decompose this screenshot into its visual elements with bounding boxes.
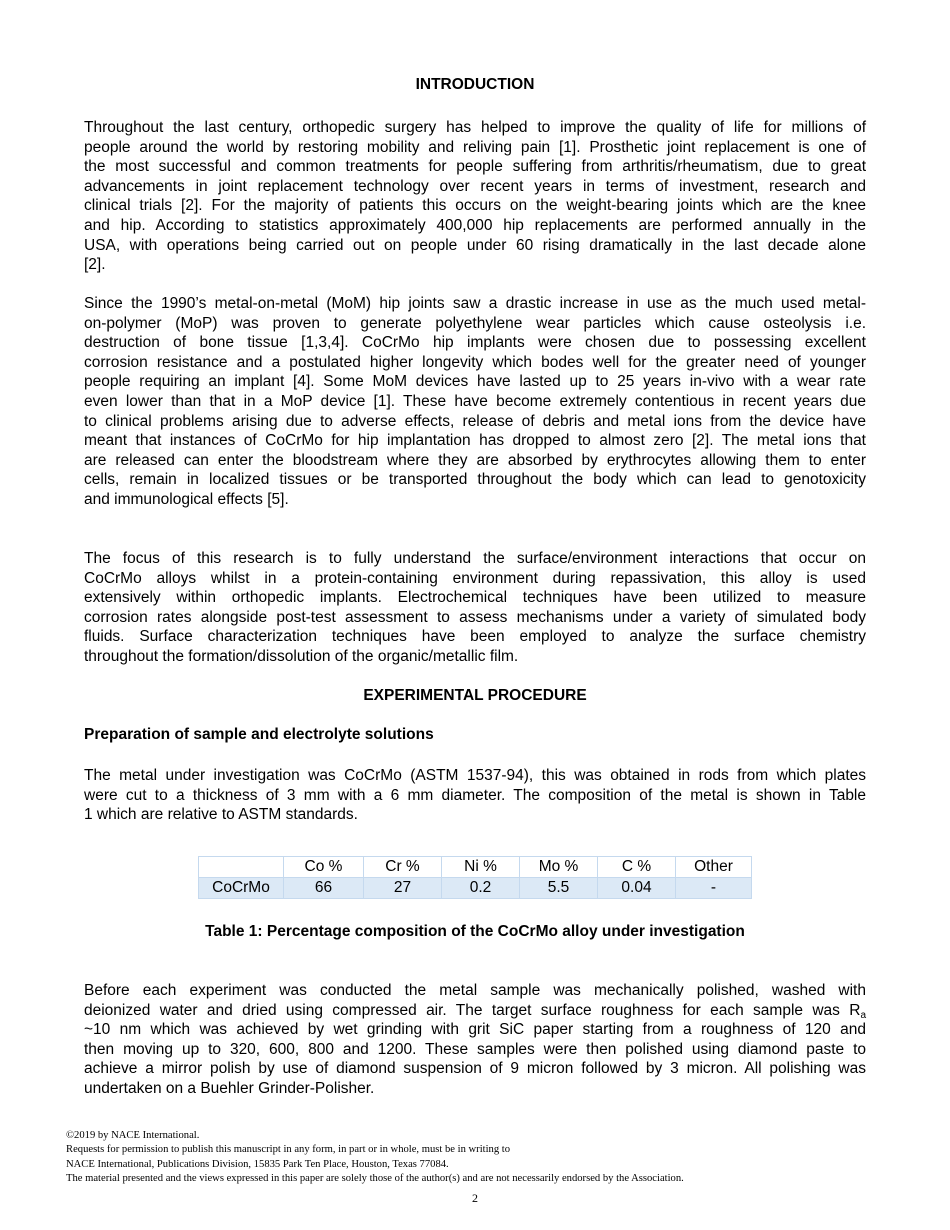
line-text: people requiring an implant [4]. Some MoM devices have lasted up to 25 years in-vivo with a wear rate [84, 373, 866, 391]
line-text: were cut to a thickness of 3 mm with a 6 mm diameter. The composition of the metal is shown in Table [84, 786, 866, 804]
page-number: 2 [472, 1191, 478, 1205]
text-line [84, 1020, 866, 1040]
text-line [84, 647, 866, 667]
line-text: the most successful and common treatments for people suffering from arthritis/rheumatism, due to great [84, 158, 866, 176]
text-line [84, 1001, 866, 1021]
text-line [84, 627, 866, 647]
line-text: advancements in joint replacement technology over recent years in terms of investment, research and [84, 177, 866, 195]
table-row [199, 878, 752, 899]
table-header-cell: Mo % [520, 857, 598, 878]
line-text: and hip. According to statistics approximately 400,000 hip replacements are performed annually in the [84, 216, 866, 234]
subsection-heading: Preparation of sample and electrolyte solutions [84, 726, 434, 743]
line-text: fluids. Surface characterization techniques have been employed to analyze the surface chemistry [84, 628, 866, 646]
line-text: throughout the formation/dissolution of the organic/metallic film. [84, 647, 519, 665]
text-line [84, 255, 866, 275]
section-heading-introduction: INTRODUCTION [415, 76, 535, 93]
line-text: CoCrMo alloys whilst in a protein-containing environment during repassivation, this alloy is used [84, 569, 866, 587]
text-line [84, 470, 866, 490]
line-text: undertaken on a Buehler Grinder-Polisher. [84, 1079, 375, 1097]
table-caption: Table 1: Percentage composition of the CoCrMo alloy under investigation [205, 923, 745, 940]
paragraph [84, 549, 866, 667]
paragraph [84, 766, 866, 825]
line-text: Throughout the last century, orthopedic surgery has helped to improve the quality of life for millions of [84, 119, 866, 136]
text-line [84, 451, 866, 471]
paragraph [84, 118, 866, 275]
text-line [84, 157, 866, 177]
text-line [84, 608, 866, 628]
text-line [84, 1059, 866, 1079]
line-text: USA, with operations being carried out on people under 60 rising dramatically in the last decade alone [84, 236, 866, 254]
line-text: clinical trials [2]. For the majority of patients this occurs on the weight-bearing joints which are the knee [84, 197, 866, 215]
table-cell: - [676, 878, 752, 899]
line-text: corrosion resistance and a postulated higher longevity which bodes well for the greater need of younger [84, 353, 866, 371]
line-text: on-polymer (MoP) was proven to generate polyethylene wear particles which cause osteolysis i.e. [84, 314, 866, 332]
table-header-cell: Cr % [364, 857, 442, 878]
line-text: ~10 nm which was achieved by wet grinding with grit SiC paper starting from a roughness of 120 and [84, 1021, 866, 1039]
text-line [84, 490, 866, 510]
text-line [84, 569, 866, 589]
line-text: then moving up to 320, 600, 800 and 1200. These samples were then polished using diamond paste to [84, 1040, 866, 1058]
text-line [84, 412, 866, 432]
table-cell: 0.2 [442, 878, 520, 899]
line-text: destruction of bone tissue [1,3,4]. CoCrMo hip implants were chosen due to possessing excellent [84, 334, 866, 352]
line-text: deionized water and dried using compressed air. The target surface roughness for each sample was R [84, 1001, 861, 1019]
text-line [84, 177, 866, 197]
text-line [84, 392, 866, 412]
composition-table [198, 856, 752, 899]
text-line [84, 805, 866, 825]
text-line [84, 196, 866, 216]
paragraph [84, 294, 866, 510]
text-line [84, 981, 866, 1001]
footer-line: Requests for permission to publish this manuscript in any form, in part or in whole, must be in writing to [66, 1144, 511, 1156]
footer-line: NACE International, Publications Division, 15835 Park Ten Place, Houston, Texas 77084. [66, 1158, 449, 1170]
text-line [84, 138, 866, 158]
table-header-row [199, 857, 752, 878]
text-line [84, 314, 866, 334]
table-cell: CoCrMo [199, 878, 284, 899]
table-cell: 27 [364, 878, 442, 899]
text-line [84, 786, 866, 806]
line-text: Before each experiment was conducted the metal sample was mechanically polished, washed with [84, 982, 866, 999]
text-line [84, 353, 866, 373]
text-line [84, 431, 866, 451]
text-line [84, 372, 866, 392]
footer-line: ©2019 by NACE International. [66, 1130, 200, 1141]
line-text: and immunological effects [5]. [84, 490, 289, 508]
table-header-cell: Ni % [442, 857, 520, 878]
line-text: meant that instances of CoCrMo for hip implantation has dropped to almost zero [2]. The metal ions that [84, 432, 866, 450]
line-text: cells, remain in localized tissues or be transported throughout the body which can lead to genotoxicity [84, 471, 866, 489]
text-line [84, 588, 866, 608]
text-line [84, 333, 866, 353]
text-line [84, 1040, 866, 1060]
text-line [84, 549, 866, 569]
paragraph [84, 981, 866, 1099]
footer-notice [66, 1129, 684, 1186]
line-text: Since the 1990’s metal-on-metal (MoM) hip joints saw a drastic increase in use as the much used metal- [84, 295, 866, 312]
line-text: people around the world by restoring mobility and reliving pain [1]. Prosthetic joint replacement is one of [84, 138, 866, 156]
text-line [84, 766, 866, 786]
text-line [84, 294, 866, 314]
table-cell: 5.5 [520, 878, 598, 899]
text-line [84, 1079, 866, 1099]
table-header-cell: Co % [284, 857, 364, 878]
line-text: 1 which are relative to ASTM standards. [84, 806, 358, 824]
table-header-cell [199, 857, 284, 878]
table-cell: 0.04 [598, 878, 676, 899]
text-line [84, 216, 866, 236]
line-text: The metal under investigation was CoCrMo (ASTM 1537-94), this was obtained in rods from which plates [84, 767, 866, 784]
table-cell: 66 [284, 878, 364, 899]
section-heading-experimental: EXPERIMENTAL PROCEDURE [363, 687, 587, 704]
table-header-cell: Other [676, 857, 752, 878]
line-text: [2]. [84, 256, 106, 274]
line-text: are released can enter the bloodstream where they are absorbed by erythrocytes allowing them to enter [84, 451, 866, 469]
footer-line: The material presented and the views expressed in this paper are solely those of the author(s) and are not necessarily endorsed by the Association. [66, 1172, 684, 1184]
line-text: even lower than that in a MoP device [1]. These have become extremely contentious in recent years due [84, 392, 866, 410]
text-line [84, 236, 866, 256]
line-text: to clinical problems arising due to adverse effects, release of debris and metal ions from the device have [84, 412, 866, 430]
line-text: achieve a mirror polish by use of diamond suspension of 9 micron followed by 3 micron. All polishing was [84, 1060, 866, 1078]
text-line [84, 118, 866, 138]
table-header-cell: C % [598, 857, 676, 878]
line-text: The focus of this research is to fully understand the surface/environment interactions that occur on [84, 550, 866, 567]
line-text: corrosion rates alongside post-test assessment to assess mechanisms under a variety of simulated body [84, 608, 866, 626]
subscript: a [860, 1009, 866, 1021]
line-text: extensively within orthopedic implants. Electrochemical techniques have been utilized to measure [84, 589, 866, 607]
